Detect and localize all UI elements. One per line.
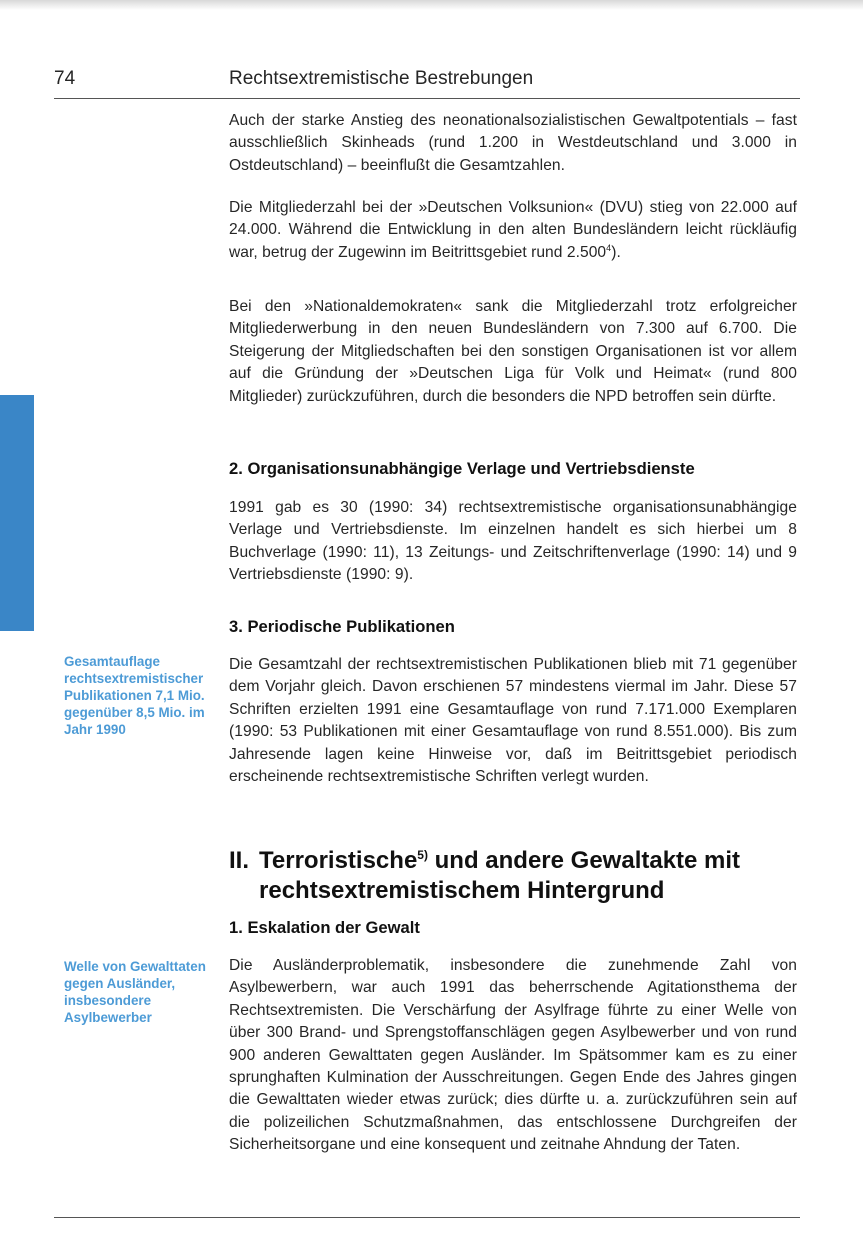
heading-publikationen: 3. Periodische Publikationen [229,617,455,636]
section-heading-terror [229,846,829,906]
section-title-line2: rechtsextremistischem Hintergrund [259,877,665,904]
paragraph-dvu-end: ). [611,243,621,261]
paragraph-verlage: 1991 gab es 30 (1990: 34) rechtsextremistische organisationsunabhängige Verlage und Vertriebsdienste. Im einzelnen handelt es sich hierbei um 8 Buchverlage (1990: 11), 13 Zeitungs- und Zeitschriftenverlage (1990: 14) und 9 Vertriebsdienste (1990: 9). [229,499,797,584]
section-title-part1: Terroristische [259,847,418,874]
paragraph-eskalation: Die Ausländerproblematik, insbesondere die zunehmende Zahl von Asylbewerbern, war auch 1991 das beherrschende Agitationsthema der Rechtsextremisten. Die Verschärfung der Asylfrage führte zu einer Welle von über 300 Brand- und Sprengstoffanschlägen gegen Asylbewerber und von rund 900 anderen Gewalttaten gegen Ausländer. Im Spätsommer kam es zu einer sprunghaften Kulmination der Ausschreitungen. Gegen Ende des Jahres gingen die Gewalttaten wieder etwas zurück; dies dürfte u. a. zurückzuführen sein auf die polizeilichen Schutzmaßnahmen, das entschlossene Durchgreifen der Sicherheitsorgane und eine konsequent und zeitnahe Ahndung der Taten. [229,957,797,1154]
footnote-ref-4: 4 [606,242,612,253]
footnote-ref-5: 5) [417,848,428,862]
running-head: Rechtsextremistische Bestrebungen [229,68,534,89]
page-number: 74 [54,68,76,89]
heading-verlage: 2. Organisationsunabhängige Verlage und Vertriebsdienste [229,459,695,478]
margin-note-gewalt: Welle von Gewalttaten gegen Ausländer, insbesondere Asylbewerber [64,959,206,1025]
margin-note-auflage: Gesamtauflage rechtsextremistischer Publikationen 7,1 Mio. gegenüber 8,5 Mio. im Jahr 1990 [64,654,205,737]
section-number: II. [229,847,250,874]
heading-eskalation: 1. Eskalation der Gewalt [229,918,420,937]
footer-rule [54,1217,800,1218]
scan-top-edge [0,0,863,10]
paragraph-dvu [229,197,797,264]
paragraph-publikationen: Die Gesamtzahl der rechtsextremistischen Publikationen blieb mit 71 gegenüber dem Vorjahr gleich. Davon erschienen 57 mindestens viermal im Jahr. Diese 57 Schriften erzielten 1991 eine Gesamtauflage von rund 7.171.000 Exemplaren (1990: 53 Publikationen mit einer Gesamtauflage von rund 8.551.000). Bis zum Jahresende lagen keine Hinweise vor, daß im Beitrittsgebiet periodisch erscheinende rechtsextremistische Schriften verlegt wurden. [229,656,797,786]
paragraph-npd: Bei den »Nationaldemokraten« sank die Mitgliederzahl trotz erfolgreicher Mitgliederwerbung in den neuen Bundesländern von 7.300 auf 6.700. Die Steigerung der Mitgliedschaften bei den sonstigen Organisationen ist vor allem auf die Gründung der »Deutschen Liga für Volk und Heimat« (rund 800 Mitglieder) zurückzuführen, durch die besonders die NPD betroffen sein dürfte. [229,298,797,405]
margin-accent-bar [0,395,34,631]
header-rule [54,98,800,99]
section-title-part2: und andere Gewaltakte mit [427,847,741,874]
paragraph-dvu-text: Die Mitgliederzahl bei der »Deutschen Volksunion« (DVU) stieg von 22.000 auf 24.000. Während die Entwicklung in den alten Bundesländern leicht rückläufig war, betrug der Zugewinn im Beitrittsgebiet rund 2.500 [229,199,797,261]
paragraph-gewaltpotential: Auch der starke Anstieg des neonationalsozialistischen Gewaltpotentials – fast ausschließlich Skinheads (rund 1.200 in Westdeutschland und 3.000 in Ostdeutschland) – beeinflußt die Gesamtzahlen. [229,112,797,174]
